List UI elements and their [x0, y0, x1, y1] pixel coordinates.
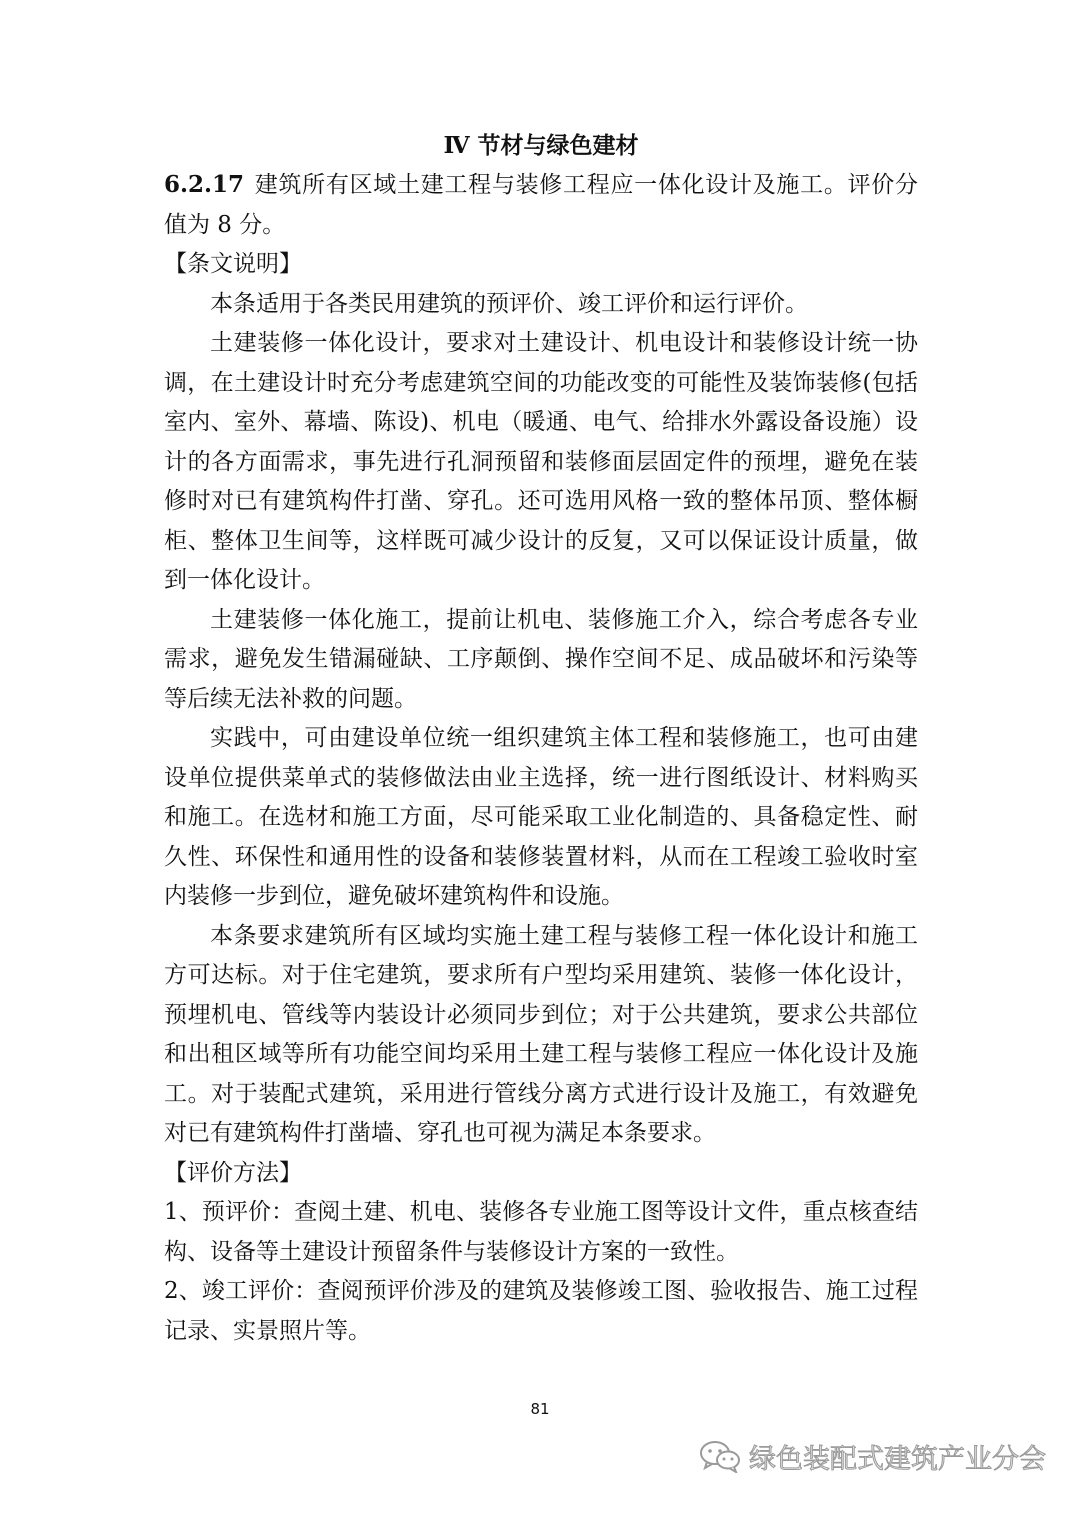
- clause-number: 6.2.17: [164, 171, 245, 198]
- explanation-paragraph: 土建装修一体化设计，要求对土建设计、机电设计和装修设计统一协调，在土建设计时充分考虑建筑空间的功能改变的可能性及装饰装修(包括室内、室外、幕墙、陈设)、机电（暖通、电气、给排水外露设备设施）设计的各方面需求，事先进行孔洞预留和装修面层固定件的预埋，避免在装修时对已有建筑构件打凿、穿孔。还可选用风格一致的整体吊顶、整体橱柜、整体卫生间等，这样既可减少设计的反复，又可以保证设计质量，做到一体化设计。: [164, 330, 918, 593]
- explanation-paragraph: 土建装修一体化施工，提前让机电、装修施工介入，综合考虑各专业需求，避免发生错漏碰缺、工序颠倒、操作空间不足、成品破坏和污染等等后续无法补救的问题。: [164, 606, 918, 712]
- clause-text: 建筑所有区域土建工程与装修工程应一体化设计及施工。评价分值为 8 分。: [164, 172, 918, 238]
- watermark: [699, 1436, 1046, 1476]
- watermark-text: 绿色装配式建筑产业分会: [749, 1443, 1046, 1475]
- explanation-paragraph: 本条适用于各类民用建筑的预评价、竣工评价和运行评价。: [210, 290, 808, 317]
- evaluation-item: 1、预评价：查阅土建、机电、装修各专业施工图等设计文件，重点核查结构、设备等土建设计预留条件与装修设计方案的一致性。: [164, 1199, 918, 1265]
- clause: [164, 165, 918, 245]
- evaluation-heading: 【评价方法】: [164, 1159, 302, 1186]
- explanation-paragraph: 本条要求建筑所有区域均实施土建工程与装修工程一体化设计和施工方可达标。对于住宅建筑，要求所有户型均采用建筑、装修一体化设计，预埋机电、管线等内装设计必须同步到位；对于公共建筑，要求公共部位和出租区域等所有功能空间均采用土建工程与装修工程应一体化设计及施工。对于装配式建筑，采用进行管线分离方式进行设计及施工，有效避免对已有建筑构件打凿墙、穿孔也可视为满足本条要求。: [164, 922, 918, 1146]
- evaluation-item: 2、竣工评价：查阅预评价涉及的建筑及装修竣工图、验收报告、施工过程记录、实景照片等。: [164, 1278, 918, 1344]
- wechat-icon: [699, 1439, 741, 1473]
- section-title: Ⅳ 节材与绿色建材: [443, 132, 639, 159]
- explanation-heading: 【条文说明】: [164, 251, 302, 277]
- page-content: [164, 126, 918, 1351]
- page-number: 81: [530, 1400, 550, 1418]
- explanation-paragraph: 实践中，可由建设单位统一组织建筑主体工程和装修施工，也可由建设单位提供菜单式的装修做法由业主选择，统一进行图纸设计、材料购买和施工。在选材和施工方面，尽可能采取工业化制造的、具备稳定性、耐久性、环保性和通用性的设备和装修装置材料，从而在工程竣工验收时室内装修一步到位，避免破坏建筑构件和设施。: [164, 725, 918, 909]
